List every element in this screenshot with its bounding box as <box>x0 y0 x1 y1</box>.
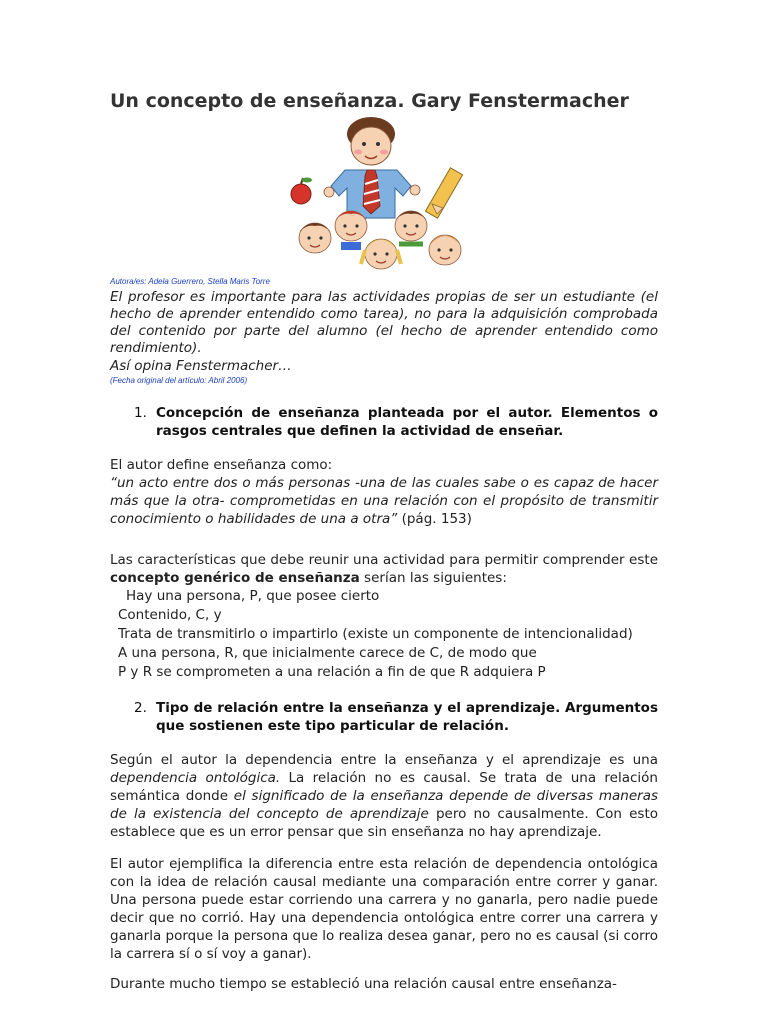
intro-paragraph: El profesor es importante para las actividades propias de ser un estudiante (el hecho de aprender entendido como tarea), no para la adquisición comprobada del contenido por parte del alumno (el hecho de aprender entendido como rendimiento). <box>110 289 658 356</box>
characteristic-item: P y R se comprometen a una relación a fin de que R adquiera P <box>118 664 546 680</box>
section-2-title: Tipo de relación entre la enseñanza y el aprendizaje. Argumentos que sostienen este tipo particular de relación <box>156 700 658 734</box>
definition-quote <box>110 474 658 528</box>
section-1-heading: 1. Concepción de enseñanza planteada por el autor. Elementos o rasgos centrales que definen la actividad de enseñar. <box>134 405 658 439</box>
characteristic-item: Trata de transmitirlo o impartirlo (existe un componente de intencionalidad) <box>118 626 633 642</box>
generic-concept-bold: concepto genérico de enseñanza <box>110 570 360 586</box>
teacher-children-illustration <box>285 114 485 280</box>
child-4 <box>395 211 427 244</box>
characteristic-item: Contenido, C, y <box>118 607 222 623</box>
characteristics-intro: Las características que debe reunir una actividad para permitir comprender este concepto genérico de enseñanza serían las siguientes: <box>110 552 658 586</box>
page-title: Un concepto de enseñanza. Gary Fenstermacher <box>110 90 629 112</box>
teacher-clipart-icon <box>285 114 485 280</box>
section-1-title: Concepción de enseñanza planteada por el autor. Elementos o rasgos centrales que definen la actividad de enseñar <box>156 405 658 439</box>
example-paragraph: El autor ejemplifica la diferencia entre esta relación de dependencia ontológica con la idea de relación causal mediante una comparación entre correr y ganar. Una persona puede estar corriendo una carrera y no ganarla, pero nadie puede decir que no corrió. Hay una dependencia ontológica entre correr una carrera y ganarla porque la persona que lo realiza desea ganar, pero no es causal (si corro la carrera sí o sí voy a ganar). <box>110 856 659 962</box>
definition-quote-ref: (pág. 153) <box>397 511 472 527</box>
article-authors[interactable]: Autora/es: Adela Guerrero, Stella Maris Torre <box>110 277 270 286</box>
section-2-heading: 2. Tipo de relación entre la enseñanza y el aprendizaje. Argumentos que sostienen este tipo particular de relación. <box>134 700 658 734</box>
definition-intro: El autor define enseñanza como: <box>110 457 333 473</box>
causal-paragraph: Durante mucho tiempo se estableció una relación causal entre enseñanza- <box>110 976 617 992</box>
section-1-number: 1. <box>134 405 147 421</box>
intro-attribution: Así opina Fenstermacher… <box>110 358 292 374</box>
child-5 <box>429 235 461 265</box>
section-2-number: 2. <box>134 700 147 716</box>
child-3 <box>361 239 401 269</box>
characteristic-item: A una persona, R, que inicialmente carece de C, de modo que <box>118 645 537 661</box>
child-2 <box>335 211 367 250</box>
child-1 <box>299 223 331 253</box>
dependency-paragraph: Según el autor la dependencia entre la enseñanza y el aprendizaje es una dependencia ontológica. La relación no es causal. Se trata de una relación semántica donde el significado de la enseñanza depende de diversas maneras de la existencia del concepto de aprendizaje pero no causalmente. Con esto establece que es un error pensar que sin enseñanza no hay aprendizaje. <box>110 752 659 840</box>
characteristic-item: Hay una persona, P, que posee cierto <box>126 588 380 604</box>
definition-quote-text: “un acto entre dos o más personas -una de las cuales sabe o es capaz de hacer más que la otra- comprometidas en una relación con el propósito de transmitir conocimiento o habilidades de una a otra” <box>110 475 658 527</box>
article-date: (Fecha original del artículo: Abril 2006) <box>110 376 248 385</box>
